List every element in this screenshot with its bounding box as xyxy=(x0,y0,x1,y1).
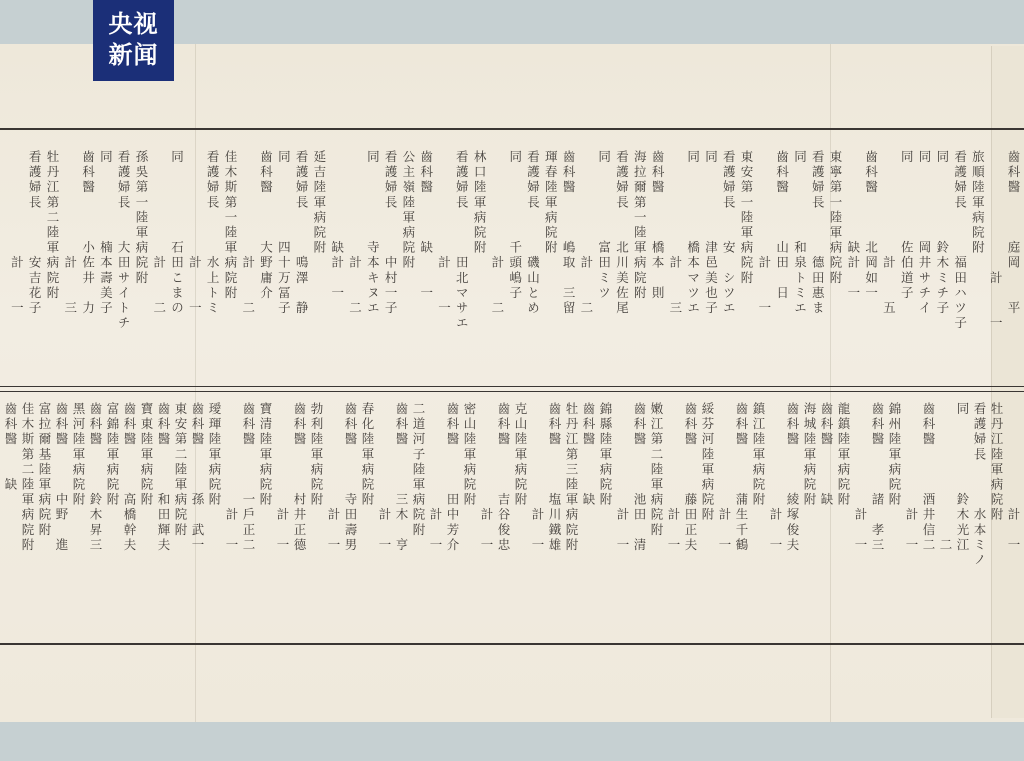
upper-band-column: 看護婦長 鳴澤 静 xyxy=(294,150,310,317)
lower-band-column: 勃利陸軍病院附 xyxy=(309,402,324,508)
lower-band-column: 計 一 xyxy=(428,402,443,553)
lower-band-column: 齒科醫 酒井信二 xyxy=(921,402,936,553)
lower-band-column: 齒科醫 村井正德 xyxy=(292,402,307,553)
upper-band-column: 齒科醫 北岡如一 xyxy=(863,150,879,301)
upper-band-column: 同 四十万冨子 xyxy=(276,150,292,317)
upper-band-column: 佳木斯第一陸軍病院附 xyxy=(222,150,238,301)
upper-band-column: 計 五 xyxy=(881,150,897,317)
middle-rule-line xyxy=(0,391,1024,392)
lower-band-column: 嫩江第二陸軍病院附 xyxy=(649,402,664,538)
upper-band-column: 齒科醫 小佐井 力 xyxy=(80,150,96,317)
lower-band-column: 齒科醫 蒲生千鶴 xyxy=(734,402,749,553)
lower-band-column: 計 一 xyxy=(377,402,392,553)
upper-band-column: 同 鈴木ミチ子 xyxy=(934,150,950,317)
upper-band-column: 計 二 xyxy=(489,150,505,317)
lower-band-column: 牡丹江陸軍病院附 xyxy=(989,402,1004,523)
upper-band-column: 看護婦長 北川美佐尾 xyxy=(614,150,630,317)
lower-band-column: 計 一 xyxy=(530,402,545,553)
upper-band-column: 看護婦長 田北マサエ xyxy=(454,150,470,332)
upper-band-column: 計 三 xyxy=(667,150,683,317)
lower-band-column: 富錦陸軍病院附 xyxy=(105,402,120,508)
upper-band-column: 東寧第一陸軍病院附 xyxy=(828,150,844,286)
lower-band-column: 齒科醫 中野 進 xyxy=(54,402,69,553)
lower-band-column: 齒科醫 綾塚俊夫 xyxy=(785,402,800,553)
lower-band-column: 計 一 xyxy=(224,402,239,553)
lower-band-column: 牡丹江第三陸軍病院附 xyxy=(564,402,579,553)
upper-band-column: 看護婦長 水上トミ xyxy=(205,150,221,317)
lower-band-column: 齒科醫 缺 xyxy=(3,402,18,493)
lower-band-column: 二道河子陸軍病院附 xyxy=(411,402,426,538)
upper-band-column: 同 橋本マツエ xyxy=(685,150,701,317)
logo-line-2: 新闻 xyxy=(108,41,159,69)
upper-band-column: 同 富田ミツ xyxy=(596,150,612,301)
upper-band-column: 同 寺本キヌエ xyxy=(365,150,381,317)
lower-band-column: 齒科醫 缺 xyxy=(819,402,834,508)
lower-band-column: 寶東陸軍病院附 xyxy=(139,402,154,508)
upper-band-column: 齒科醫 庭岡 平 xyxy=(1006,150,1021,317)
lower-band-column: 齒科醫 田中芳介 xyxy=(445,402,460,553)
upper-band-column: 林口陸軍病院附 xyxy=(472,150,488,256)
lower-band-column: 錦州陸軍病院附 xyxy=(887,402,902,508)
lower-roster-band xyxy=(0,402,1022,634)
lower-band-column: 齒科醫 和田輝夫 xyxy=(156,402,171,553)
top-rule-line xyxy=(0,128,1024,130)
lower-band-column: 計 一 xyxy=(666,402,681,553)
lower-band-column: 齒科醫 高橋幹夫 xyxy=(122,402,137,553)
upper-band-column: 計 二 xyxy=(347,150,363,317)
lower-band-column: 齒科醫 一戶正二 xyxy=(241,402,256,553)
lower-band-column: 佳木斯第二陸軍病院附 xyxy=(20,402,35,553)
lower-band-column: 計 一 xyxy=(479,402,494,553)
upper-band-column: 看護婦長 安 シツエ xyxy=(721,150,737,317)
upper-band-column: 計 二 xyxy=(578,150,594,317)
lower-band-column: 計 一 xyxy=(904,402,919,553)
cctv-news-logo xyxy=(93,0,174,81)
upper-band-column: 公主嶺陸軍病院附 xyxy=(400,150,416,271)
upper-band-column: 齒科醫 橋本 則 xyxy=(650,150,666,301)
lower-band-column: 海城陸軍病院附 xyxy=(802,402,817,508)
lower-band-column: 計 一 xyxy=(1006,402,1021,553)
lower-band-column: 齒科醫 諸 孝三 xyxy=(870,402,885,553)
bottom-rule-line xyxy=(0,643,1024,645)
upper-band-column: 同 楠本壽美子 xyxy=(98,150,114,317)
lower-band-column: 計 一 xyxy=(853,402,868,553)
upper-band-column: 看護婦長 德田惠ま xyxy=(810,150,826,317)
upper-band-column: 同 佐伯道子 xyxy=(899,150,915,301)
lower-band-column: 齒科醫 三木 亨 xyxy=(394,402,409,553)
lower-band-column: 齒科醫 缺 xyxy=(581,402,596,508)
lower-band-column: 密山陸軍病院附 xyxy=(462,402,477,508)
upper-band-column: 同 津邑美也子 xyxy=(703,150,719,317)
lower-band-column: 齒科醫 池田 清 xyxy=(632,402,647,553)
upper-band-column: 計 一 xyxy=(9,150,25,317)
upper-band-column: 牡丹江第二陸軍病院附 xyxy=(44,150,60,301)
lower-band-column: 龍鎮陸軍病院附 xyxy=(836,402,851,508)
upper-band-column: 同 和泉トミエ xyxy=(792,150,808,317)
upper-band-column: 東安第一陸軍病院附 xyxy=(739,150,755,286)
upper-band-column: 琿春陸軍病院附 xyxy=(543,150,559,256)
logo-line-1: 央视 xyxy=(108,10,159,38)
lower-band-column: 計 一 xyxy=(275,402,290,553)
upper-roster-band xyxy=(0,150,1022,382)
upper-band-column: 同 千頭嶋子 xyxy=(507,150,523,301)
lower-band-column: 齒科醫 孫 武一 xyxy=(190,402,205,553)
upper-band-column: 同 石田こまの xyxy=(169,150,185,317)
lower-band-column: 計 一 xyxy=(615,402,630,553)
upper-band-column: 計 二 xyxy=(151,150,167,317)
lower-band-column: 計 一 xyxy=(768,402,783,553)
lower-band-column: 璦琿陸軍病院附 xyxy=(207,402,222,508)
upper-band-column: 同 岡井サチイ xyxy=(917,150,933,317)
upper-band-column: 齒科醫 山田 日 xyxy=(774,150,790,301)
upper-band-column: 旅順陸軍病院附 xyxy=(970,150,986,256)
upper-band-column: 看護婦長 中村一子 xyxy=(383,150,399,317)
lower-band-column: 二 xyxy=(938,402,953,553)
upper-band-column: 齒科醫 嶋取 三留 xyxy=(561,150,577,317)
lower-band-column: 看護婦長 水本ミノ xyxy=(972,402,987,569)
lower-band-column: 齒科醫 鈴木昇三 xyxy=(88,402,103,553)
lower-band-column: 富拉爾基陸軍病院附 xyxy=(37,402,52,538)
lower-band-column: 計 一 xyxy=(326,402,341,553)
upper-band-column: 計 三 xyxy=(62,150,78,317)
upper-band-column: 看護婦長 磯山とめ xyxy=(525,150,541,317)
upper-band-column: 計 二 xyxy=(240,150,256,317)
lower-band-column: 齒科醫 寺田壽男 xyxy=(343,402,358,553)
upper-band-column: 缺計 一 xyxy=(329,150,345,301)
upper-band-column: 海拉爾第一陸軍病院附 xyxy=(632,150,648,301)
lower-band-column: 寶清陸軍病院附 xyxy=(258,402,273,508)
upper-band-column: 看護婦長 大田サイトチ xyxy=(116,150,132,332)
middle-rule-line xyxy=(0,386,1024,387)
lower-band-column: 黑河陸軍病院附 xyxy=(71,402,86,508)
lower-band-column: 鎮江陸軍病院附 xyxy=(751,402,766,508)
upper-band-column: 看護婦長 安吉花子 xyxy=(27,150,43,317)
upper-band-column: 計 一 xyxy=(756,150,772,317)
upper-band-column: 延吉陸軍病院附 xyxy=(311,150,327,256)
lower-band-column: 齒科醫 吉谷俊忠 xyxy=(496,402,511,553)
lower-band-column: 計 一 xyxy=(717,402,732,553)
upper-band-column: 缺計 一 xyxy=(845,150,861,301)
lower-band-column: 齒科醫 藤田正夫 xyxy=(683,402,698,553)
upper-band-column: 計 一 xyxy=(187,150,203,317)
upper-band-column: 計 一 xyxy=(436,150,452,317)
upper-band-column: 計 一 xyxy=(988,150,1004,332)
upper-band-column: 齒科醫 大野庸介 xyxy=(258,150,274,301)
lower-band-column: 東安第二陸軍病院附 xyxy=(173,402,188,538)
lower-band-column: 克山陸軍病院附 xyxy=(513,402,528,508)
upper-band-column: 孫吳第一陸軍病院附 xyxy=(133,150,149,286)
lower-band-column: 綏芬河陸軍病院附 xyxy=(700,402,715,523)
upper-band-column: 看護婦長 福田ハツ子 xyxy=(952,150,968,332)
lower-band-column: 同 鈴木光江 xyxy=(955,402,970,553)
lower-band-column: 錦縣陸軍病院附 xyxy=(598,402,613,508)
upper-band-column: 齒科醫 缺 一 xyxy=(418,150,434,301)
lower-band-column: 春化陸軍病院附 xyxy=(360,402,375,508)
lower-band-column: 齒科醫 塩川鐵雄 xyxy=(547,402,562,553)
